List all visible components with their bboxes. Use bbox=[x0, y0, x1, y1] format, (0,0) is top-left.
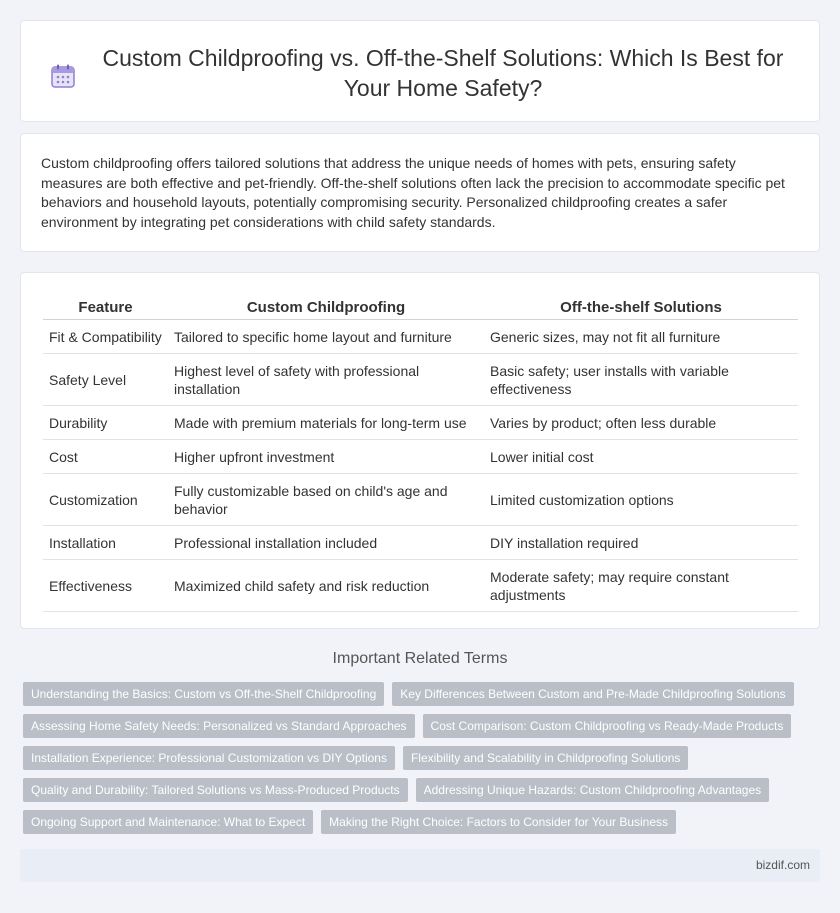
table-row bbox=[43, 354, 798, 406]
feature-cell: Fit & Compatibility bbox=[43, 320, 168, 354]
related-term-link[interactable]: Making the Right Choice: Factors to Consider for Your Business bbox=[321, 810, 676, 834]
off-the-shelf-cell: Limited customization options bbox=[484, 474, 798, 526]
table-row bbox=[43, 526, 798, 560]
page-title: Custom Childproofing vs. Off-the-Shelf Solutions: Which Is Best for Your Home Safety? bbox=[102, 45, 784, 101]
calendar-icon bbox=[50, 63, 76, 89]
related-term-link[interactable]: Understanding the Basics: Custom vs Off-the-Shelf Childproofing bbox=[23, 682, 384, 706]
off-the-shelf-cell: Varies by product; often less durable bbox=[484, 406, 798, 440]
feature-cell: Effectiveness bbox=[43, 560, 168, 612]
feature-cell: Customization bbox=[43, 474, 168, 526]
related-term-link[interactable]: Cost Comparison: Custom Childproofing vs Ready-Made Products bbox=[423, 714, 792, 738]
related-term-link[interactable]: Addressing Unique Hazards: Custom Childproofing Advantages bbox=[416, 778, 770, 802]
custom-cell: Tailored to specific home layout and furniture bbox=[168, 320, 484, 354]
related-terms bbox=[23, 682, 823, 842]
custom-cell: Professional installation included bbox=[168, 526, 484, 560]
related-term-link[interactable]: Installation Experience: Professional Customization vs DIY Options bbox=[23, 746, 395, 770]
term-row bbox=[23, 746, 823, 770]
table-row bbox=[43, 440, 798, 474]
off-the-shelf-cell: Moderate safety; may require constant adjustments bbox=[484, 560, 798, 612]
table-row bbox=[43, 406, 798, 440]
feature-cell: Durability bbox=[43, 406, 168, 440]
related-terms-title: Important Related Terms bbox=[332, 650, 508, 667]
custom-cell: Made with premium materials for long-term use bbox=[168, 406, 484, 440]
table-header-row bbox=[43, 295, 798, 320]
term-row bbox=[23, 682, 823, 706]
feature-cell: Installation bbox=[43, 526, 168, 560]
term-row bbox=[23, 778, 823, 802]
column-header-feature: Feature bbox=[43, 295, 168, 320]
custom-cell: Highest level of safety with professional installation bbox=[168, 354, 484, 406]
term-row bbox=[23, 810, 823, 834]
off-the-shelf-cell: Lower initial cost bbox=[484, 440, 798, 474]
title-wrap bbox=[50, 39, 790, 103]
related-term-link[interactable]: Quality and Durability: Tailored Solutions vs Mass-Produced Products bbox=[23, 778, 408, 802]
comparison-card bbox=[20, 272, 820, 629]
feature-cell: Cost bbox=[43, 440, 168, 474]
feature-cell: Safety Level bbox=[43, 354, 168, 406]
related-term-link[interactable]: Flexibility and Scalability in Childproofing Solutions bbox=[403, 746, 688, 770]
off-the-shelf-cell: DIY installation required bbox=[484, 526, 798, 560]
column-header-custom: Custom Childproofing bbox=[168, 295, 484, 320]
custom-cell: Higher upfront investment bbox=[168, 440, 484, 474]
intro-text: Custom childproofing offers tailored solutions that address the unique needs of homes with pets, ensuring safety measures are both effective and pet-friendly. Off-the-shelf solutions often lack the precision to accommodate specific pet behaviors and household layouts, potentially compromising security. Personalized childproofing creates a safer environment by integrating pet considerations with child safety standards. bbox=[41, 155, 785, 230]
off-the-shelf-cell: Generic sizes, may not fit all furniture bbox=[484, 320, 798, 354]
off-the-shelf-cell: Basic safety; user installs with variable effectiveness bbox=[484, 354, 798, 406]
custom-cell: Maximized child safety and risk reduction bbox=[168, 560, 484, 612]
custom-cell: Fully customizable based on child's age and behavior bbox=[168, 474, 484, 526]
column-header-off-the-shelf: Off-the-shelf Solutions bbox=[484, 295, 798, 320]
related-term-link[interactable]: Key Differences Between Custom and Pre-Made Childproofing Solutions bbox=[392, 682, 793, 706]
related-term-link[interactable]: Assessing Home Safety Needs: Personalized vs Standard Approaches bbox=[23, 714, 415, 738]
related-term-link[interactable]: Ongoing Support and Maintenance: What to Expect bbox=[23, 810, 313, 834]
term-row bbox=[23, 714, 823, 738]
footer-site-link[interactable]: bizdif.com bbox=[755, 858, 810, 872]
table-row bbox=[43, 474, 798, 526]
table-row bbox=[43, 320, 798, 354]
header-card bbox=[20, 20, 820, 122]
intro-card bbox=[20, 133, 820, 252]
footer bbox=[20, 849, 820, 882]
table-row bbox=[43, 560, 798, 612]
comparison-table bbox=[43, 295, 798, 612]
